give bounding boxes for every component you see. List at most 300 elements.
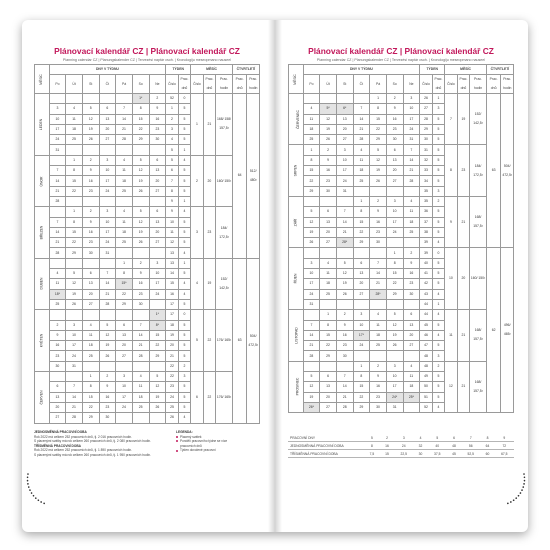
week-number-cell: 27: [420, 104, 432, 114]
week-col-header: Prac. dnů: [178, 75, 190, 94]
book-spine: [268, 20, 282, 532]
week-workdays-cell: 5: [178, 320, 190, 330]
day-cell: 1: [66, 155, 83, 165]
day-cell: 5: [303, 207, 320, 217]
day-cell: 16: [49, 341, 66, 351]
week-workdays-cell: 5: [178, 104, 190, 114]
week-workdays-cell: 4: [432, 289, 444, 299]
day-name-header: Út: [320, 75, 337, 94]
week-workdays-cell: 5: [178, 124, 190, 134]
day-cell: 15: [82, 392, 99, 402]
week-number-cell: 35: [420, 186, 432, 196]
month-col-header: Prac. dnů: [457, 75, 469, 94]
day-cell: 10: [66, 330, 83, 340]
legend-item: Placený svátek: [180, 434, 202, 439]
day-cell: 20: [320, 392, 337, 402]
day-cell: 2: [370, 361, 387, 371]
calendar-week-row: [289, 196, 514, 206]
day-cell: 23: [403, 279, 420, 289]
week-workdays-cell: 1: [432, 94, 444, 104]
day-cell: [303, 310, 320, 320]
week-number-cell: 18: [166, 320, 178, 330]
week-workdays-cell: 5: [178, 166, 190, 176]
day-cell: 26: [303, 238, 320, 248]
day-cell: [99, 361, 116, 371]
day-cell: 8*: [149, 320, 166, 330]
week-number-cell: 51: [420, 392, 432, 402]
hours-cell: 22,5: [394, 450, 413, 458]
day-cell: 23: [82, 186, 99, 196]
day-cell: 5: [303, 372, 320, 382]
week-header: TÝDEN: [420, 65, 445, 75]
day-cell: 6: [403, 310, 420, 320]
month-col-header: Prac. dnů: [203, 75, 215, 94]
day-cell: [116, 94, 133, 104]
week-workdays-cell: 4: [178, 289, 190, 299]
header-row: [35, 75, 260, 94]
day-cell: 27: [336, 135, 353, 145]
day-cell: 31: [336, 186, 353, 196]
day-cell: 25: [303, 135, 320, 145]
quarter-col-header: Prac. hodin: [247, 75, 260, 94]
week-number-cell: 44: [420, 310, 432, 320]
day-cell: [132, 413, 149, 423]
hours-header-cell: 7: [461, 434, 480, 442]
week-number-cell: 12: [166, 238, 178, 248]
day-cell: 23: [99, 402, 116, 412]
day-cell: 4: [116, 155, 133, 165]
hours-cell: TŘÍSMĚNNÁ PRACOVNÍ DOBA: [288, 450, 364, 458]
day-cell: 31: [99, 248, 116, 258]
day-cell: [403, 402, 420, 412]
week-number-cell: 8: [166, 186, 178, 196]
day-cell: 1: [82, 372, 99, 382]
day-cell: 22: [132, 124, 149, 134]
day-cell: 10: [99, 217, 116, 227]
day-cell: 13: [149, 166, 166, 176]
week-workdays-cell: 5: [432, 258, 444, 268]
day-cell: 19: [82, 124, 99, 134]
header-row: [289, 75, 514, 94]
day-cell: [82, 310, 99, 320]
day-cell: [403, 186, 420, 196]
day-cell: 8: [353, 207, 370, 217]
day-cell: 2: [82, 207, 99, 217]
week-workdays-cell: 5: [178, 217, 190, 227]
month-workdays-cell: 23: [457, 145, 469, 196]
week-number-cell: 1: [166, 104, 178, 114]
day-cell: 10: [49, 114, 66, 124]
week-workdays-cell: 5: [432, 269, 444, 279]
week-workdays-cell: 5: [432, 135, 444, 145]
day-cell: 14: [66, 392, 83, 402]
day-cell: 8: [66, 166, 83, 176]
day-cell: 27: [149, 186, 166, 196]
day-cell: 25: [403, 227, 420, 237]
day-cell: 14: [132, 330, 149, 340]
day-cell: 17: [403, 114, 420, 124]
day-cell: 12: [132, 166, 149, 176]
day-cell: 17: [99, 227, 116, 237]
day-cell: [336, 299, 353, 309]
day-cell: 17: [66, 341, 83, 351]
day-cell: 30: [370, 402, 387, 412]
planning-calendar-table: [34, 64, 260, 424]
day-cell: 7: [370, 258, 387, 268]
day-cell: 12: [303, 217, 320, 227]
day-cell: [149, 196, 166, 206]
day-cell: 29: [370, 135, 387, 145]
right-page: [288, 46, 514, 524]
week-number-cell: 2: [166, 114, 178, 124]
day-cell: 17: [49, 124, 66, 134]
week-workdays-cell: 0: [432, 248, 444, 258]
month-name-cell: [289, 248, 304, 310]
week-workdays-cell: 3: [432, 186, 444, 196]
week-number-cell: 24: [166, 392, 178, 402]
day-cell: 23: [370, 227, 387, 237]
month-hours-cell: 184/ 172,5²: [216, 207, 233, 258]
hours-cell: 7,5: [364, 450, 380, 458]
week-workdays-cell: 3: [178, 372, 190, 382]
week-col-header: Prac. dnů: [432, 75, 444, 94]
week-number-cell: 45: [420, 320, 432, 330]
day-cell: 18: [353, 166, 370, 176]
day-cell: [116, 248, 133, 258]
week-workdays-cell: 5: [178, 114, 190, 124]
day-cell: [49, 94, 66, 104]
day-cell: 14: [336, 382, 353, 392]
day-cell: 14: [370, 269, 387, 279]
day-cell: [66, 258, 83, 268]
day-cell: 12: [370, 155, 387, 165]
day-cell: 6: [149, 207, 166, 217]
month-name: BŘEZEN: [39, 225, 44, 240]
legend-item: pracovních dnů: [180, 443, 202, 448]
day-cell: 5: [99, 320, 116, 330]
week-number-cell: 26: [166, 413, 178, 423]
day-cell: 20: [149, 227, 166, 237]
day-cell: 9: [370, 372, 387, 382]
day-cell: [303, 94, 320, 104]
calendar-week-row: [35, 258, 260, 268]
day-cell: 11: [303, 114, 320, 124]
quarter-header: ČTVRTLETÍ: [486, 65, 513, 75]
day-cell: 9: [49, 330, 66, 340]
month-workdays-cell: 20: [457, 248, 469, 310]
week-workdays-cell: 5: [432, 217, 444, 227]
day-cell: [149, 248, 166, 258]
day-cell: [370, 248, 387, 258]
day-cell: 21: [66, 402, 83, 412]
day-cell: [66, 94, 83, 104]
day-cell: 29: [353, 402, 370, 412]
month-hours-cell: 152/ 142,5²: [216, 258, 233, 309]
hours-cell: 30: [413, 450, 427, 458]
page-subtitle: Planning calendar CZ | Planungskalender CZ | Tervezési naptár csoh. | Kronologiju meseopmano nauseel: [62, 58, 232, 62]
day-cell: 28: [336, 402, 353, 412]
day-cell: 28: [353, 135, 370, 145]
week-workdays-cell: 5: [178, 402, 190, 412]
week-workdays-cell: 2: [432, 196, 444, 206]
day-cell: 28*: [370, 289, 387, 299]
week-workdays-cell: 1: [178, 196, 190, 206]
week-number-cell: 41: [420, 269, 432, 279]
day-name-header: Čt: [99, 75, 116, 94]
day-cell: 29: [320, 351, 337, 361]
day-cell: 1: [370, 94, 387, 104]
hours-header-cell: 3: [394, 434, 413, 442]
day-cell: 15: [370, 114, 387, 124]
day-cell: 25: [353, 176, 370, 186]
calendar-week-row: [289, 94, 514, 104]
day-cell: 6: [82, 269, 99, 279]
day-cell: 11: [320, 269, 337, 279]
day-cell: [149, 361, 166, 371]
hours-cell: 48: [447, 442, 461, 450]
day-cell: 12: [66, 279, 83, 289]
week-workdays-cell: 5: [178, 135, 190, 145]
week-number-cell: 32: [420, 155, 432, 165]
hours-cell: 64: [480, 442, 494, 450]
quarter-hours-cell: 504/ 472,5²: [247, 258, 260, 423]
week-workdays-cell: 2: [178, 361, 190, 371]
week-number-cell: 3: [166, 124, 178, 134]
legend-item: Pondělí pracovního týdne se více: [180, 439, 228, 444]
day-cell: 14: [49, 176, 66, 186]
day-cell: 5: [370, 145, 387, 155]
day-cell: 20: [82, 289, 99, 299]
page-subtitle: Planning calendar CZ | Planungskalender CZ | Tervezési naptár csoh. | Kronologiju meseopmano nauseel: [316, 58, 486, 62]
day-cell: 27: [99, 135, 116, 145]
decorative-dotted-arc-icon: [488, 472, 528, 512]
day-cell: [116, 145, 133, 155]
day-cell: 30: [403, 289, 420, 299]
day-cell: 20: [320, 227, 337, 237]
week-workdays-cell: 5: [178, 392, 190, 402]
day-cell: 11: [403, 207, 420, 217]
day-cell: 24: [303, 289, 320, 299]
month-name-cell: [35, 258, 50, 309]
day-cell: 6: [116, 320, 133, 330]
month-number-cell: 11: [445, 310, 457, 361]
month-column-label: MĚSÍC: [39, 73, 44, 85]
day-cell: 22: [116, 289, 133, 299]
day-cell: 20: [353, 279, 370, 289]
week-number-cell: 22: [166, 372, 178, 382]
day-cell: 6: [320, 372, 337, 382]
week-workdays-cell: 3: [432, 104, 444, 114]
day-cell: 15: [132, 114, 149, 124]
week-workdays-cell: 5: [432, 341, 444, 351]
day-cell: 24: [403, 124, 420, 134]
day-cell: 29: [303, 186, 320, 196]
day-cell: 26: [132, 238, 149, 248]
day-cell: 13: [336, 114, 353, 124]
day-cell: 29: [353, 238, 370, 248]
month-workdays-cell: 21: [203, 94, 215, 156]
quarter-hours-cell: 496/ 465²: [501, 248, 514, 413]
day-cell: 22: [320, 341, 337, 351]
day-cell: 25: [116, 186, 133, 196]
month-name-cell: [289, 196, 304, 247]
day-cell: [353, 299, 370, 309]
day-cell: 4: [353, 145, 370, 155]
day-cell: 16: [320, 166, 337, 176]
month-name: LEDEN: [39, 118, 44, 131]
week-workdays-cell: 5: [178, 330, 190, 340]
day-cell: 12: [149, 382, 166, 392]
hours-cell: 24: [394, 442, 413, 450]
day-cell: 11: [370, 320, 387, 330]
week-number-cell: 14: [166, 269, 178, 279]
day-cell: 9: [149, 104, 166, 114]
day-cell: 2: [149, 94, 166, 104]
day-cell: 20: [116, 341, 133, 351]
day-cell: 3: [336, 145, 353, 155]
month-name-cell: [35, 155, 50, 206]
quarter-workdays-cell: 62: [486, 248, 501, 413]
day-cell: 8: [353, 372, 370, 382]
hours-cell: 15: [380, 450, 394, 458]
week-number-cell: 4: [166, 135, 178, 145]
day-cell: 5: [336, 258, 353, 268]
hours-cell: 32: [413, 442, 427, 450]
calendar-week-row: [35, 310, 260, 320]
day-cell: 26: [82, 135, 99, 145]
hours-cell: 8: [364, 442, 380, 450]
week-number-cell: 40: [420, 258, 432, 268]
month-number-cell: 1: [191, 94, 203, 156]
day-cell: [403, 299, 420, 309]
week-number-cell: 46: [420, 330, 432, 340]
week-number-cell: 16: [166, 289, 178, 299]
month-name-cell: [35, 207, 50, 258]
day-cell: 10: [116, 382, 133, 392]
day-cell: 3: [386, 361, 403, 371]
day-cell: 19: [99, 341, 116, 351]
day-cell: 22: [66, 238, 83, 248]
week-number-cell: 17: [166, 299, 178, 309]
day-cell: 24: [149, 289, 166, 299]
month-name-cell: [289, 145, 304, 196]
quarter-col-header: Prac. dnů: [486, 75, 501, 94]
day-cell: [66, 196, 83, 206]
day-cell: 13: [116, 330, 133, 340]
week-workdays-cell: 5: [432, 382, 444, 392]
month-name-cell: [289, 94, 304, 145]
week-number-cell: 22: [166, 361, 178, 371]
month-number-cell: 5: [191, 310, 203, 372]
week-number-cell: 29: [420, 124, 432, 134]
day-cell: [386, 238, 403, 248]
day-cell: 3: [116, 372, 133, 382]
hours-header-cell: 8: [480, 434, 494, 442]
day-cell: 17: [386, 382, 403, 392]
day-cell: 16: [82, 176, 99, 186]
day-cell: 11: [66, 114, 83, 124]
day-cell: 7: [99, 269, 116, 279]
week-workdays-cell: 5: [432, 207, 444, 217]
day-cell: 12: [132, 217, 149, 227]
day-cell: 21: [49, 186, 66, 196]
month-number-cell: 12: [445, 361, 457, 412]
day-cell: 26: [66, 299, 83, 309]
month-number-cell: 4: [191, 258, 203, 309]
day-cell: 8: [303, 155, 320, 165]
day-cell: 2: [49, 320, 66, 330]
day-cell: 6: [149, 155, 166, 165]
day-cell: [66, 310, 83, 320]
hours-header-cell: 4: [413, 434, 427, 442]
month-col-header: Číslo: [445, 75, 457, 94]
week-workdays-cell: 4: [432, 310, 444, 320]
day-cell: 11: [403, 372, 420, 382]
day-cell: [386, 351, 403, 361]
day-cell: 25: [320, 289, 337, 299]
day-name-header: Čt: [353, 75, 370, 94]
hours-cell: 67,5: [495, 450, 514, 458]
day-cell: 19: [370, 166, 387, 176]
day-cell: 19: [303, 392, 320, 402]
month-name-cell: [35, 372, 50, 423]
day-cell: 21: [370, 279, 387, 289]
hours-header-row: [288, 434, 514, 442]
day-cell: 15: [66, 227, 83, 237]
day-cell: 15: [66, 176, 83, 186]
day-cell: 20: [49, 402, 66, 412]
week-workdays-cell: 2: [432, 361, 444, 371]
calendar-week-row: [35, 207, 260, 217]
week-number-cell: 42: [420, 279, 432, 289]
day-cell: 7: [353, 104, 370, 114]
day-cell: 16: [82, 227, 99, 237]
day-cell: 13: [99, 114, 116, 124]
day-cell: 17*: [353, 330, 370, 340]
day-cell: [116, 310, 133, 320]
month-workdays-cell: 22: [203, 310, 215, 372]
day-cell: 20: [403, 330, 420, 340]
quarter-workdays-cell: 64: [232, 94, 247, 259]
day-cell: [99, 145, 116, 155]
day-cell: 6: [99, 104, 116, 114]
month-name: DUBEN: [39, 278, 44, 290]
day-cell: 7: [49, 166, 66, 176]
day-cell: 30: [336, 351, 353, 361]
day-cell: 1: [386, 248, 403, 258]
week-number-cell: 33: [420, 166, 432, 176]
day-cell: 6*: [336, 104, 353, 114]
month-hours-cell: 160/ 150²: [470, 248, 487, 310]
month-workdays-cell: 19: [457, 94, 469, 145]
notes-line: Rok 2022 má celkem 252 pracovních dnů, tj. 2 016 pracovních hodin.: [34, 434, 132, 439]
day-cell: 27: [116, 351, 133, 361]
day-cell: 30: [386, 135, 403, 145]
day-cell: 11: [353, 155, 370, 165]
day-cell: [370, 299, 387, 309]
month-number-cell: 2: [191, 155, 203, 206]
day-cell: 7: [66, 382, 83, 392]
day-cell: 1*: [132, 94, 149, 104]
week-number-cell: 44: [420, 299, 432, 309]
week-number-cell: 21: [166, 351, 178, 361]
day-cell: 30: [132, 299, 149, 309]
legend-title: LEGENDA:: [176, 430, 193, 434]
week-number-cell: 49: [420, 372, 432, 382]
month-name: SRPEN: [293, 164, 298, 177]
month-sum-header: MĚSÍC: [191, 65, 233, 75]
month-hours-cell: 176/ 165²: [216, 310, 233, 372]
